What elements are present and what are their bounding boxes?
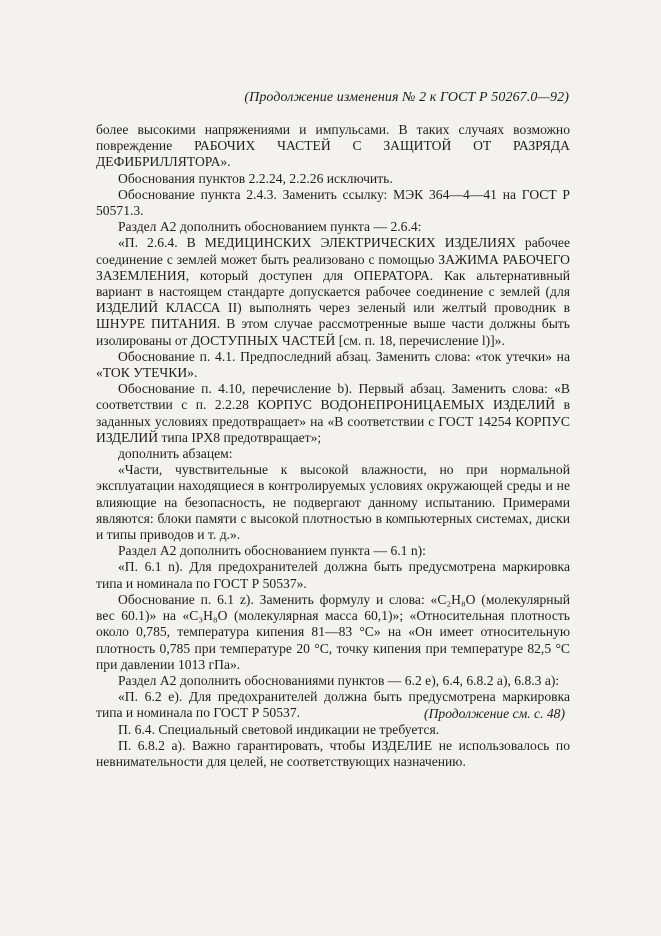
paragraph: Раздел А2 дополнить обоснованием пункта — 6.1 n): (118, 543, 426, 559)
paragraph: Обоснование п. 6.1 z). Заменить формулу и слова: «C₂H₈O (молекулярный вес 60.1)» на «C₃H₈O (молекулярная масса 60,1)»; «Относительная плотность около 0,785, температура кипения 81—83 °С» на «Он имеет относительную плотность 0,785 при температуре 20 °С, точку кипения при температуре 82,5 °С при давлении 1013 гПа». (96, 591, 570, 672)
paragraph: дополнить абзацем: (118, 446, 233, 462)
paragraph: Обоснование п. 4.1. Предпоследний абзац. Заменить слова: «ток утечки» на «ТОК УТЕЧКИ». (96, 348, 570, 381)
page-header: (Продолжение изменения № 2 к ГОСТ Р 50267.0—92) (244, 90, 569, 105)
paragraph: «Части, чувствительные к высокой влажности, но при нормальной эксплуатации находящиеся в контролируемых условиях окружающей среды и не влияющие на безопасность, не подвергают данному испытанию. Примерами являются: блоки памяти с высокой плотностью в компьютерных системах, диски и типы приводов и т. д.». (96, 462, 570, 543)
paragraph: «П. 6.1 n). Для предохранителей должна быть предусмотрена маркировка типа и номинала по ГОСТ Р 50537». (96, 559, 570, 591)
paragraph: Обоснование пункта 2.4.3. Заменить ссылку: МЭК 364—4—41 на ГОСТ Р 50571.3. (96, 186, 570, 219)
paragraph: П. 6.8.2 а). Важно гарантировать, чтобы ИЗДЕЛИЕ не использовалось по невнимательности для целей, не соответствующих назначению. (96, 737, 570, 769)
paragraph: «П. 6.2 е). Для предохранителей должна быть предусмотрена маркировка типа и номинала по ГОСТ Р 50537. (96, 689, 570, 721)
paragraph: П. 6.4. Специальный световой индикации не требуется. (118, 721, 440, 737)
paragraph: Раздел А2 дополнить обоснованием пункта — 2.6.4: (118, 219, 422, 235)
paragraph: Обоснования пунктов 2.2.24, 2.2.26 исключить. (118, 170, 393, 186)
paragraph: Обоснование п. 4.10, перечисление b). Первый абзац. Заменить слова: «В соответствии с п. 2.2.28 КОРПУС ВОДОНЕПРОНИЦАЕМЫХ ИЗДЕЛИЙ в заданных условиях предотвращает» на «В соответствии с ГОСТ 14254 КОРПУС ИЗДЕЛИЙ типа IPX8 предотвращает»; (96, 381, 570, 445)
body-text (96, 122, 570, 770)
paragraph: Раздел А2 дополнить обоснованиями пунктов — 6.2 е), 6.4, 6.8.2 а), 6.8.3 а): (118, 672, 560, 688)
paragraph: более высокими напряжениями и импульсами. В таких случаях возможно повреждение РАБОЧИХ ЧАСТЕЙ С ЗАЩИТОЙ ОТ РАЗРЯДА ДЕФИБРИЛЛЯТОРА». (96, 122, 570, 170)
page-footer: (Продолжение см. с. 48) (424, 706, 565, 721)
paragraph: «П. 2.6.4. В МЕДИЦИНСКИХ ЭЛЕКТРИЧЕСКИХ ИЗДЕЛИЯХ рабочее соединение с землей может быть реализовано с помощью ЗАЖИМА РАБОЧЕГО ЗАЗЕМЛЕНИЯ, который доступен для ОПЕРАТОРА. Как альтернативный вариант в настоящем стандарте допускается рабочее соединение с землей (для ИЗДЕЛИЙ КЛАССА II) выполнять через зеленый или желтый проводник в ШНУРЕ ПИТАНИЯ. В этом случае рассмотренные выше части должны быть изолированы от ДОСТУПНЫХ ЧАСТЕЙ [см. п. 18, перечисление l)]». (96, 235, 570, 348)
